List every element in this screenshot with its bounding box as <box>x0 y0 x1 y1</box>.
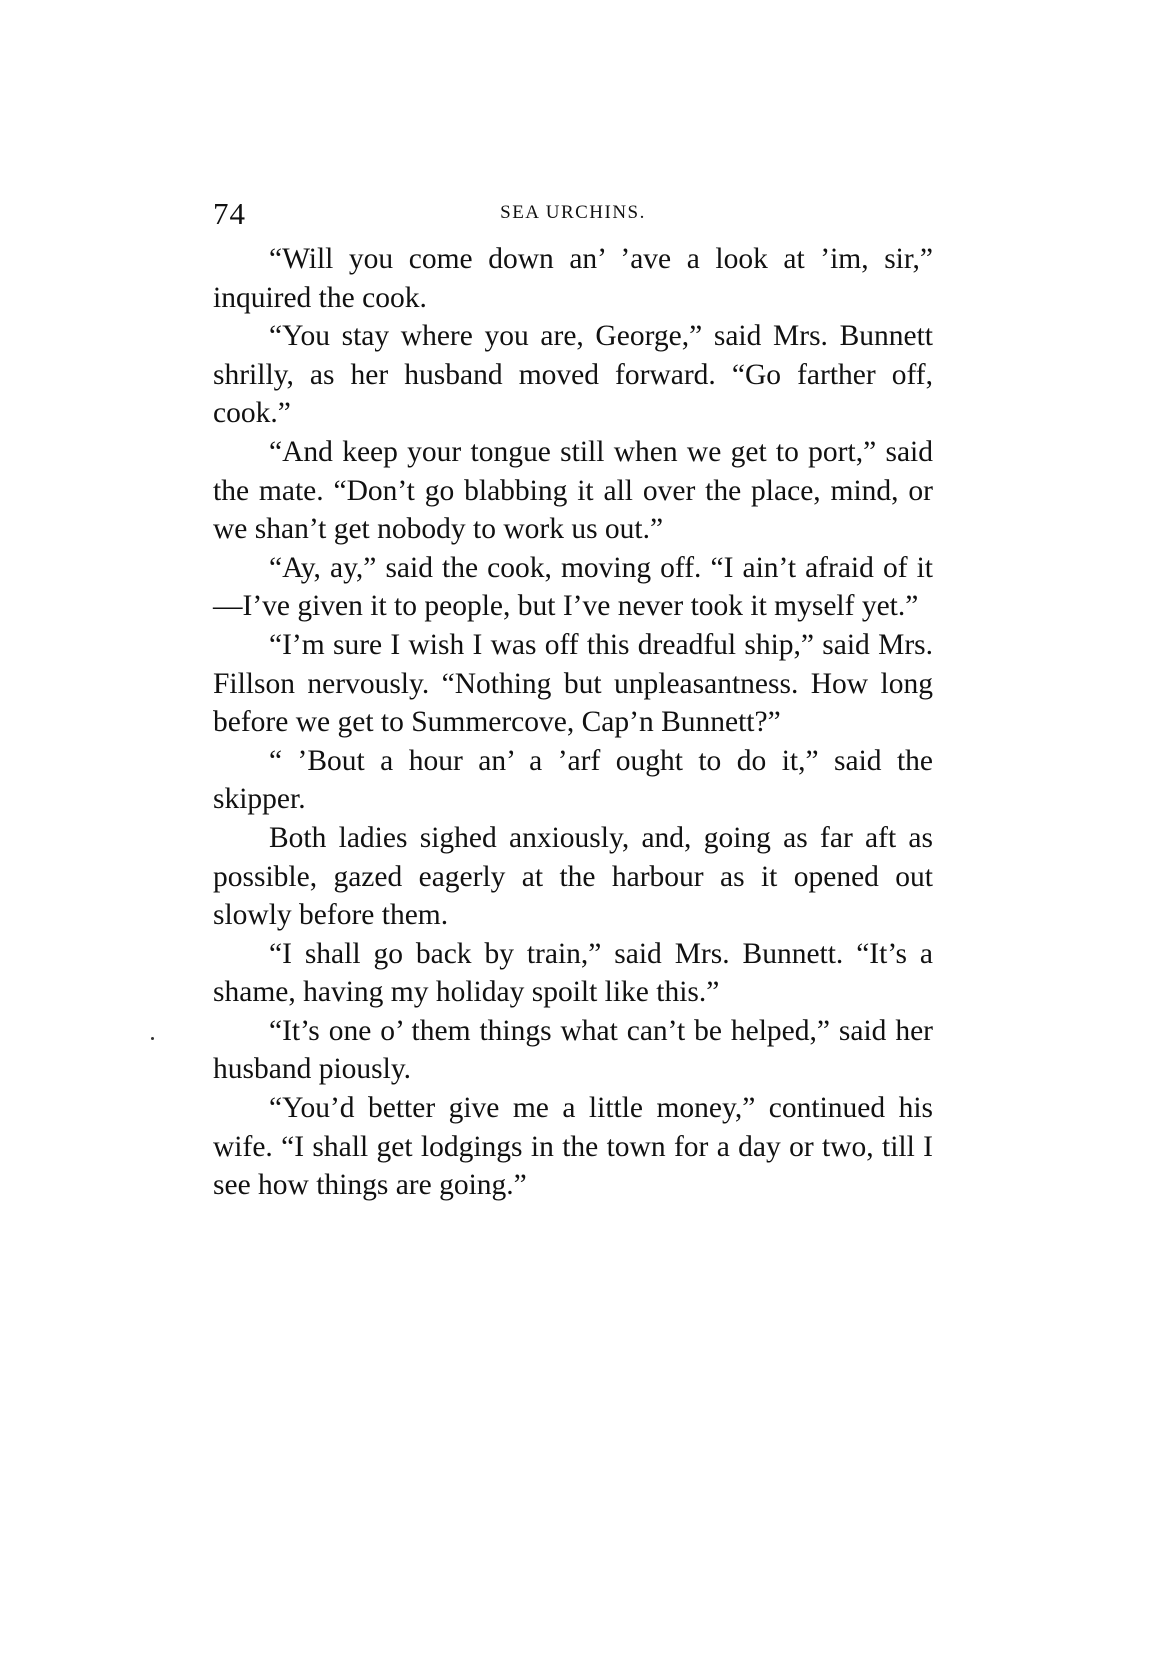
book-title: SEA URCHINS. <box>500 202 646 223</box>
ink-speck <box>151 1037 154 1040</box>
paragraph: “Will you come down an’ ’ave a look at ’im, sir,” inquired the cook. <box>213 243 933 314</box>
paragraph: “You’d better give me a little money,” continued his wife. “I shall get lodgings in the town for a day or two, till I see how things are going.” <box>213 1092 933 1202</box>
paragraph: “It’s one o’ them things what can’t be helped,” said her husband piously. <box>213 1014 933 1086</box>
paragraph: Both ladies sighed anxiously, and, going as far aft as possible, gazed eagerly at the harbour as it opened out slowly before them. <box>213 821 933 932</box>
running-head <box>213 196 933 236</box>
paragraph: “And keep your tongue still when we get to port,” said the mate. “Don’t go blabbing it all over the place, mind, or we shan’t get nobody to work us out.” <box>213 435 933 546</box>
paragraph: “I’m sure I wish I was off this dreadful ship,” said Mrs. Fillson nervously. “Nothing but unpleasantness. How long before we get to Summercove, Cap’n Bunnett?” <box>213 628 933 739</box>
paragraph: “Ay, ay,” said the cook, moving off. “I ain’t afraid of it—I’ve given it to people, but I’ve never took it myself yet.” <box>213 551 933 623</box>
paragraph: “ ’Bout a hour an’ a ’arf ought to do it,” said the skipper. <box>213 744 933 816</box>
paragraph: “I shall go back by train,” said Mrs. Bunnett. “It’s a shame, having my holiday spoilt like this.” <box>213 937 933 1009</box>
page-number: 74 <box>213 196 246 231</box>
body-text <box>213 240 933 1205</box>
paragraph: “You stay where you are, George,” said Mrs. Bunnett shrilly, as her husband moved forward. “Go farther off, cook.” <box>213 320 933 430</box>
